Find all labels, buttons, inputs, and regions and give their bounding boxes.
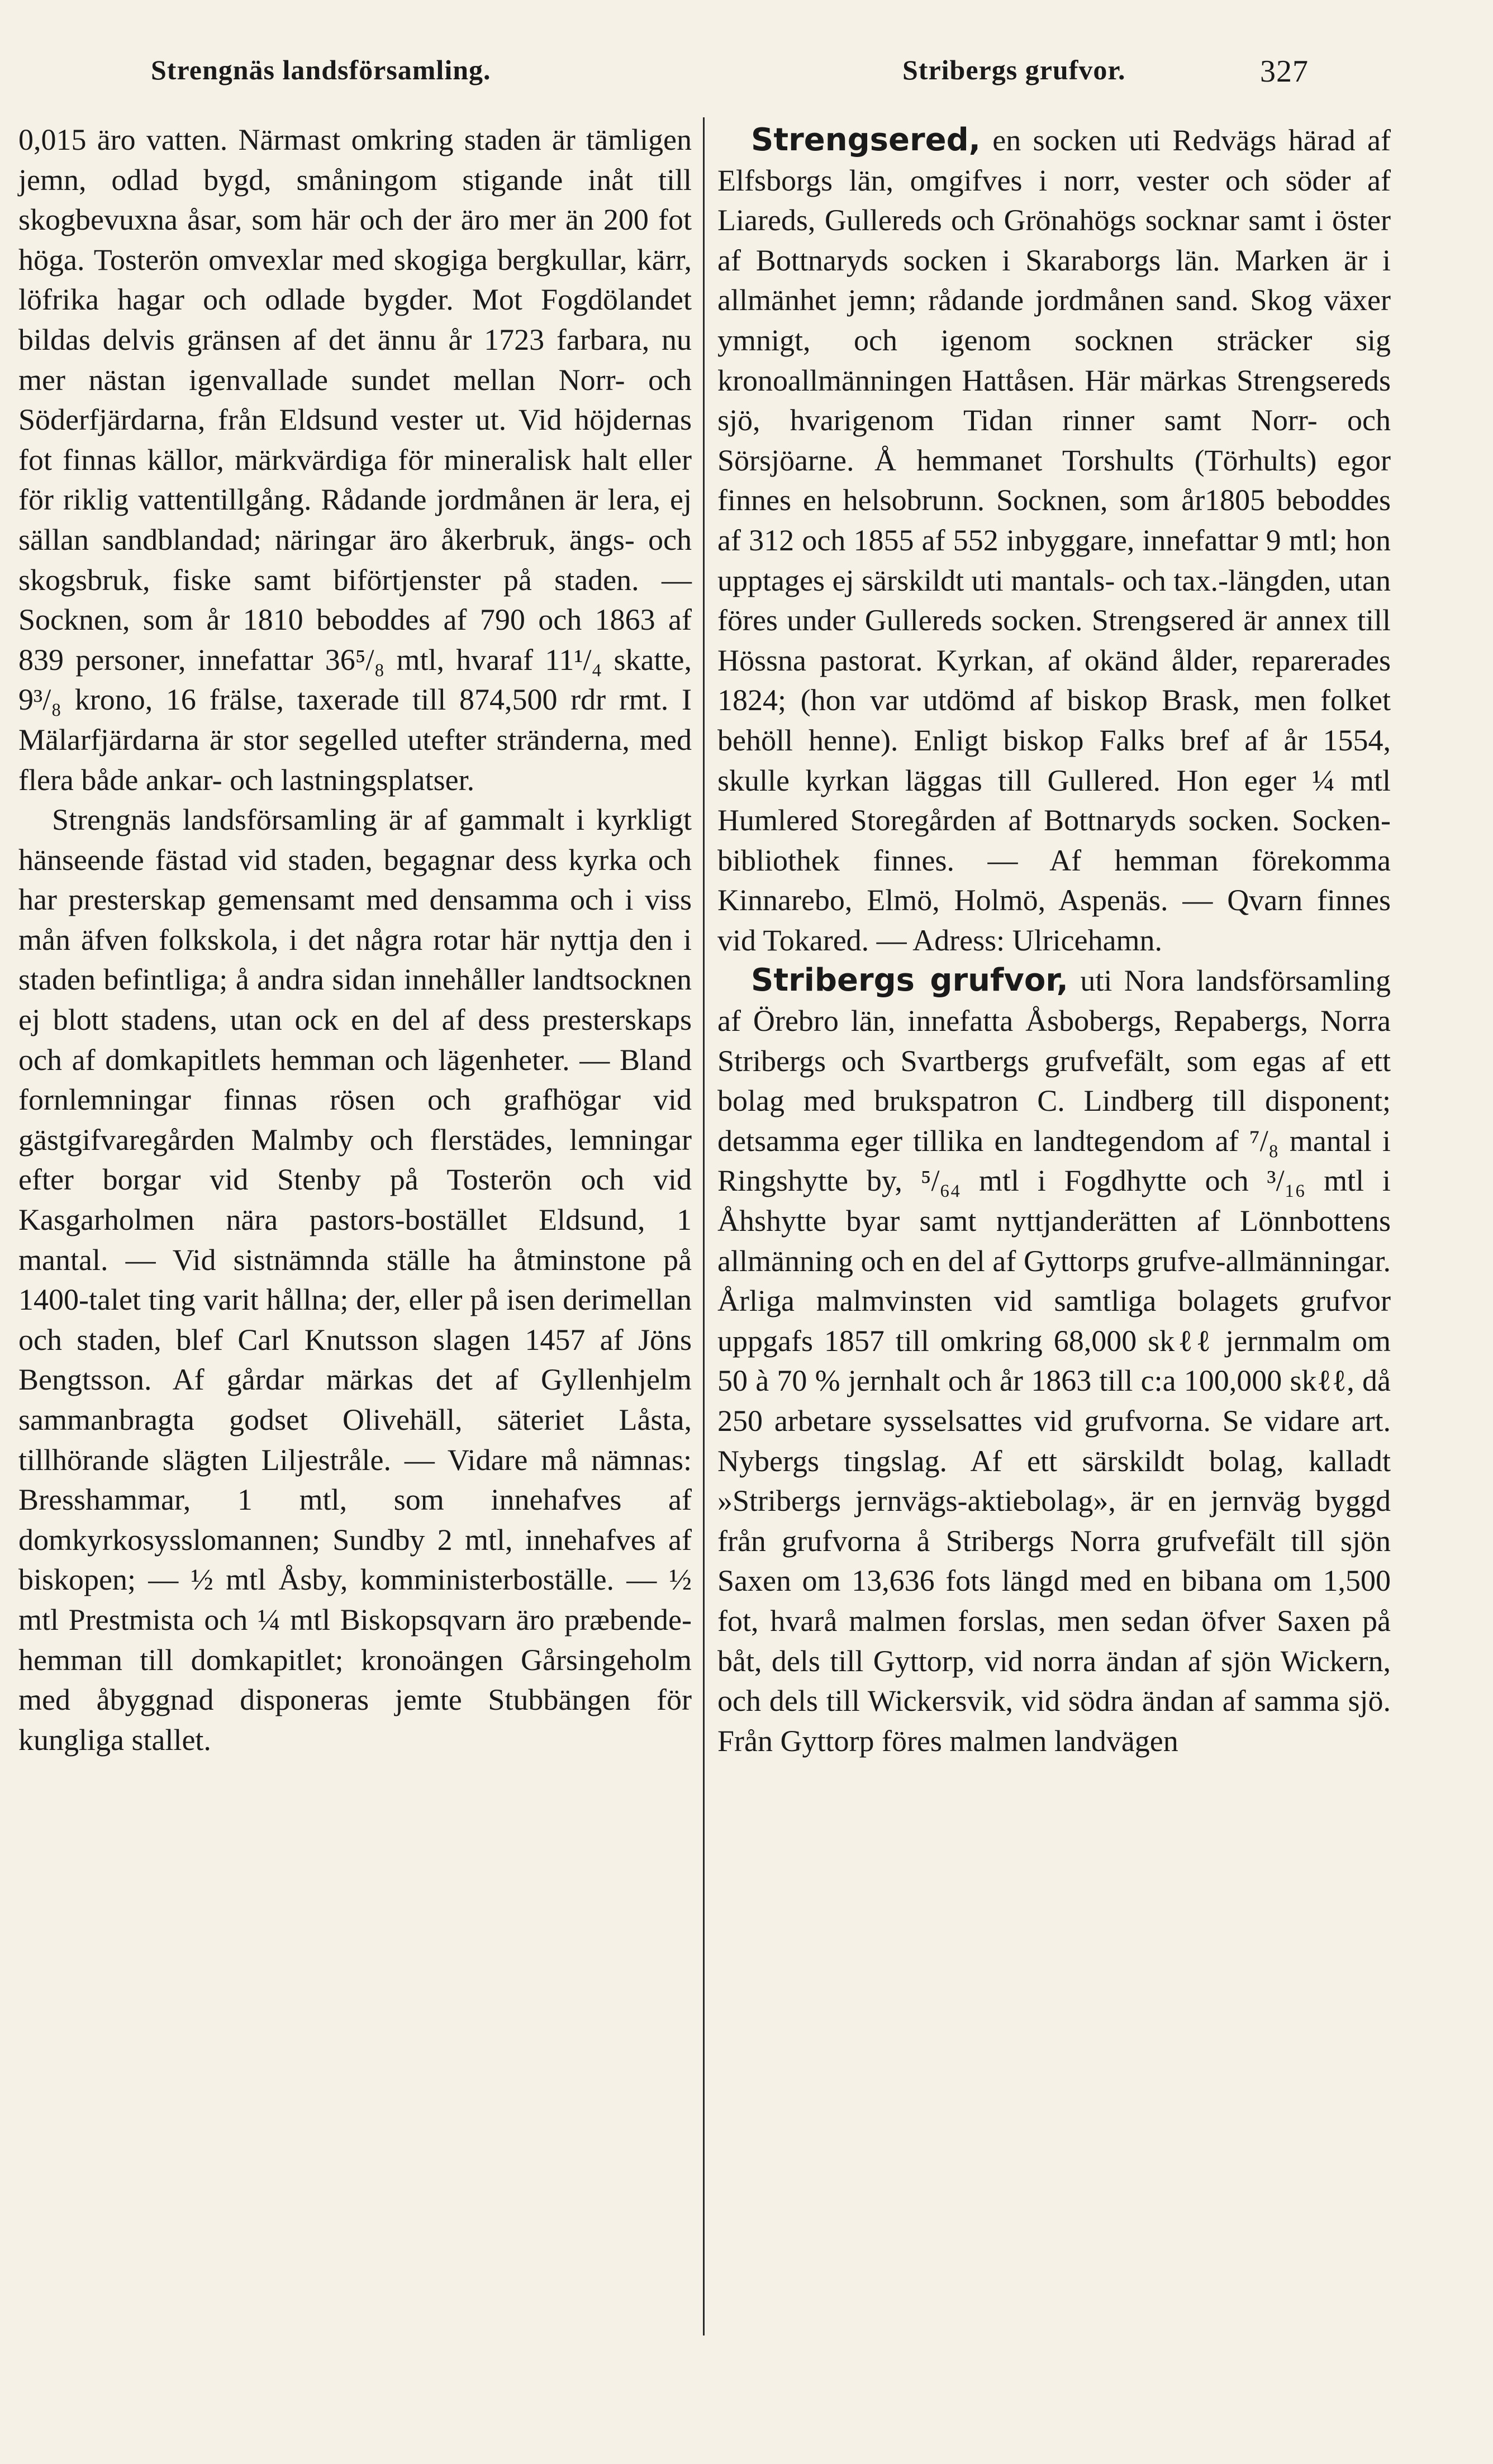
column-divider xyxy=(703,117,705,2335)
entry-text-strengsered: en socken uti Redvägs härad af Elfsborgs län, omgifves i norr, vester och söder af Liareds, Gullereds och Grönahögs socknar samt i öster af Bottnaryds socken i Skaraborgs län. Marken är i allmänhet jemn; rådande jordmånen sand. Skog växer ymnigt, och igenom socknen sträcker sig kronoallmänningen Hattåsen. Här märkas Strengsereds sjö, hvarigenom Tidan rinner samt Norr- och Sörsjöarne. Å hemmanet Torshults (Törhults) egor finnes en helsobrunn. Socknen, som år1805 beboddes af 312 och 1855 af 552 inbyggare, innefattar 9 mtl; hon upptages ej särskildt uti mantals- och tax.-längden, utan föres under Gullereds socken. Strengsered är annex till Hössna pastorat. Kyrkan, af okänd ålder, reparerades 1824; (hon var utdömd af biskop Brask, men folket behöll henne). Enligt biskop Falks bref af år 1554, skulle kyrkan läggas till Gullered. Hon eger ¼ mtl Humlered Storegården af Bottnaryds socken. Socken-bibliothek finnes. — Af hemman förekomma Kinnarebo, Elmö, Holmö, Aspenäs. — Qvarn finnes vid Tokared. — Adress: Ulricehamn. xyxy=(717,123,1391,957)
running-head xyxy=(0,54,1493,93)
page-number: 327 xyxy=(1260,54,1309,89)
entry-strengsered xyxy=(717,120,1391,960)
running-head-right: Stribergs grufvor. xyxy=(902,54,1126,85)
paragraph-tosteron: 0,015 äro vatten. Närmast omkring staden är tämligen jemn, odlad bygd, småningom stigande inåt till skogbevuxna åsar, som här och der äro mer än 200 fot höga. Tosterön omvexlar med skogiga bergkullar, kärr, löfrika hagar och odlade bygder. Mot Fogdölandet bildas delvis gränsen af det ännu år 1723 farbara, nu mer nästan igenvallade sundet mellan Norr- och Söderfjärdarna, från Eldsund vester ut. Vid höjdernas fot finnas källor, märkvärdiga för mineralisk halt eller för riklig vattentillgång. Rådande jordmånen är lera, ej sällan sandblandad; näringar äro åkerbruk, ängs- och skogsbruk, fiske samt biförtjenster på staden. — Socknen, som år 1810 beboddes af 790 och 1863 af 839 personer, innefattar 36⁵/₈ mtl, hvaraf 11¹/₄ skatte, 9³/₈ krono, 16 frälse, taxerade till 874,500 rdr rmt. I Mälarfjärdarna är stor segelled utefter stränderna, med flera både ankar- och lastningsplatser. xyxy=(18,123,692,797)
entry-headword-stribergs: Stribergs grufvor, xyxy=(751,962,1068,999)
paragraph-landsforsamling: Strengnäs landsförsamling är af gammalt i kyrkligt hänseende fästad vid staden, begagnar dess kyrka och har presterskap gemensamt med densamma och i viss mån äfven folkskola, i det några rotar här nyttja den i staden befintliga; å andra sidan innehåller landtsocknen ej blott stadens, utan ock en del af dess presterskaps och af domkapitlets hemman och lägenheter. — Bland fornlemningar finnas rösen och grafhögar vid gästgifvaregården Malmby och flerstädes, lemningar efter borgar vid Stenby på Tosterön och vid Kasgarholmen nära pastors-bostället Eldsund, 1 mantal. — Vid sistnämnda ställe ha åtminstone på 1400-talet ting varit hållna; der, eller på isen derimellan och staden, blef Carl Knutsson slagen 1457 af Jöns Bengtsson. Af gårdar märkas det af Gyllenhjelm sammanbragta godset Olivehäll, säteriet Låsta, tillhörande slägten Liljestråle. — Vidare må nämnas: Bresshammar, 1 mtl, som innehafves af domkyrkosysslomannen; Sundby 2 mtl, innehafves af biskopen; — ½ mtl Åsby, komministerboställe. — ½ mtl Prestmista och ¼ mtl Biskopsqvarn äro præbende-hemman till domkapitlet; kronoängen Gårsingeholm med åbyggnad disponeras jemte Stubbängen för kungliga stallet. xyxy=(18,803,692,1757)
entry-headword-strengsered: Strengsered, xyxy=(751,122,981,158)
entry-stribergs-grufvor xyxy=(717,960,1391,1761)
entry-text-stribergs: uti Nora landsförsamling af Örebro län, innefatta Åsbobergs, Repabergs, Norra Stribergs och Svartbergs grufvefält, som egas af ett bolag med brukspatron C. Lindberg till disponent; detsamma eger tillika en landtegendom af ⁷/₈ mantal i Ringshytte by, ⁵/₆₄ mtl i Fogdhytte och ³/₁₆ mtl i Åhshytte byar samt nyttjanderätten af Lönnbottens allmänning och en del af Gyttorps grufve-allmänningar. Årliga malmvinsten vid samtliga bolagets grufvor uppgafs 1857 till omkring 68,000 skℓℓ jernmalm om 50 à 70 % jernhalt och år 1863 till c:a 100,000 skℓℓ, då 250 arbetare sysselsattes vid grufvorna. Se vidare art. Nybergs tingslag. Af ett särskildt bolag, kalladt »Stribergs jernvägs-aktiebolag», är en jernväg byggd från grufvorna å Stribergs Norra grufvefält till sjön Saxen om 13,636 fots längd med en bibana om 1,500 fot, hvarå malmen forslas, men sedan öfver Saxen på båt, dels till Gyttorp, vid norra ändan af sjön Wickern, och dels till Wickersvik, vid södra ändan af samma sjö. Från Gyttorp föres malmen landvägen xyxy=(717,964,1391,1758)
right-column xyxy=(717,120,1391,1761)
left-column xyxy=(18,120,692,1760)
running-head-left: Strengnäs landsförsamling. xyxy=(151,54,491,85)
